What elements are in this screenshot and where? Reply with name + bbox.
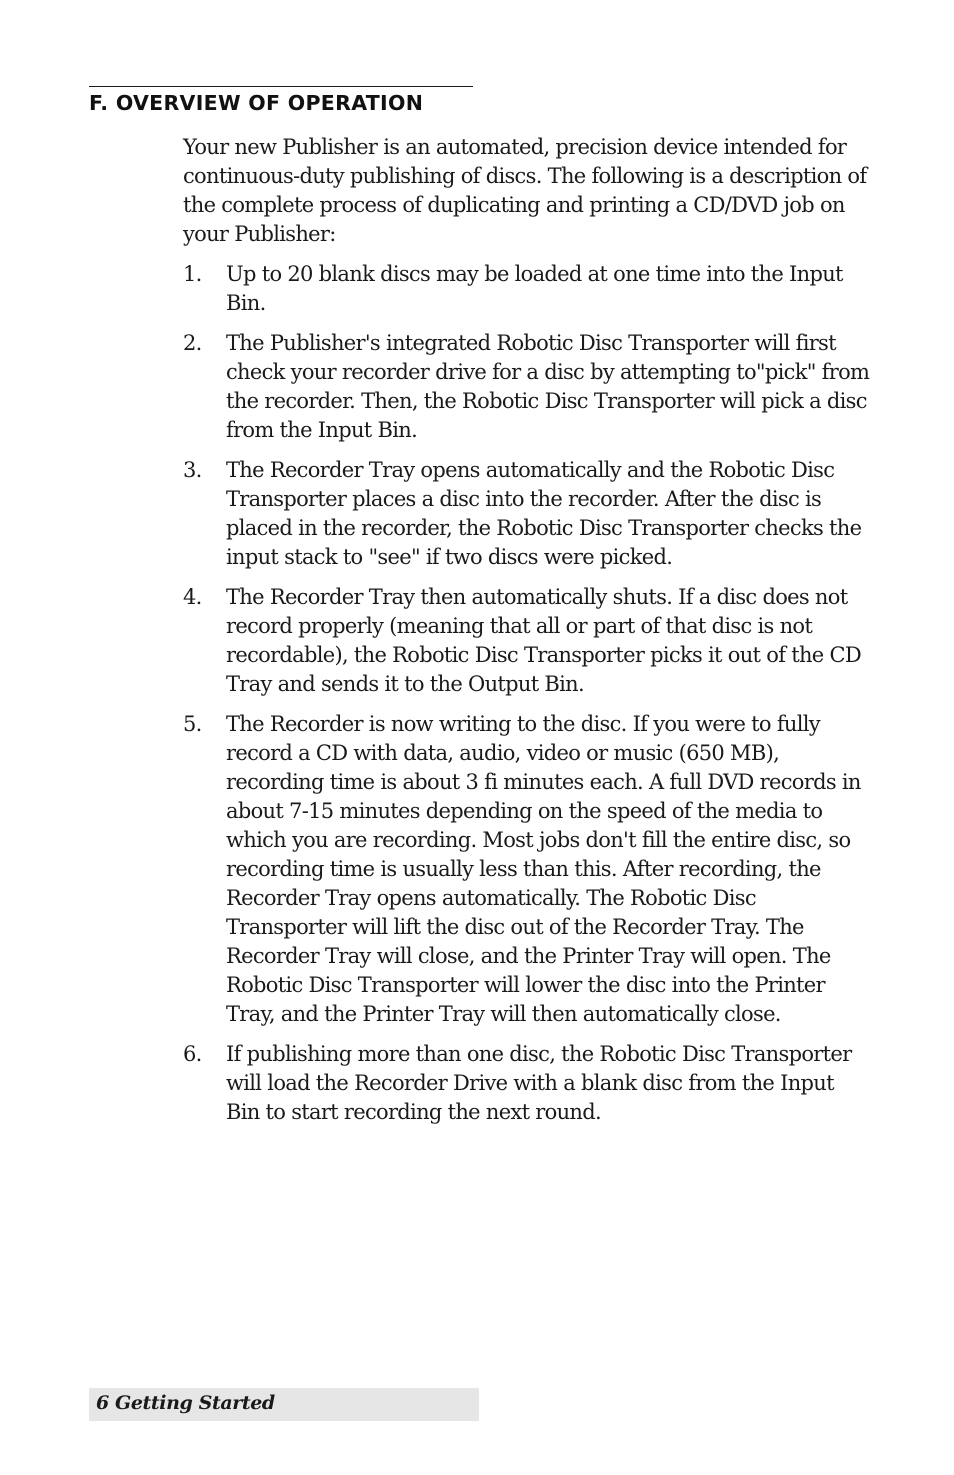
list-item (183, 260, 873, 318)
step-number: 6. (183, 1042, 202, 1066)
intro-paragraph: Your new Publisher is an automated, precision device intended for continuous-duty publishing of discs. The following is a description of the complete process of duplicating and printing a CD/DVD job on your Publisher: (183, 135, 867, 246)
step-text: Up to 20 blank discs may be loaded at one time into the Input Bin. (226, 262, 843, 315)
steps-list (183, 260, 873, 1127)
heading-rule (89, 86, 473, 87)
list-item (183, 329, 873, 445)
section-body (183, 133, 873, 1138)
step-number: 3. (183, 458, 202, 482)
page-footer: 6 Getting Started (96, 1392, 275, 1414)
list-item (183, 456, 873, 572)
list-item (183, 583, 873, 699)
step-number: 5. (183, 712, 202, 736)
step-text: If publishing more than one disc, the Robotic Disc Transporter will load the Recorder Drive with a blank disc from the Input Bin to start recording the next round. (226, 1042, 852, 1124)
list-item (183, 710, 873, 1029)
step-text: The Recorder Tray then automatically shuts. If a disc does not record properly (meaning that all or part of that disc is not recordable), the Robotic Disc Transporter picks it out of the CD Tray and sends it to the Output Bin. (226, 585, 862, 696)
step-text: The Recorder is now writing to the disc. If you were to fully record a CD with data, audio, video or music (650 MB), recording time is about 3 fi minutes each. A full DVD records in about 7-15 minutes depending on the speed of the media to which you are recording. Most jobs don't fill the entire disc, so recording time is usually less than this. After recording, the Recorder Tray opens automatically. The Robotic Disc Transporter will lift the disc out of the Recorder Tray. The Recorder Tray will close, and the Printer Tray will open. The Robotic Disc Transporter will lower the disc into the Printer Tray, and the Printer Tray will then automatically close. (226, 712, 861, 1026)
step-number: 1. (183, 262, 202, 286)
step-text: The Publisher's integrated Robotic Disc Transporter will first check your recorder drive for a disc by attempting to"pick" from the recorder. Then, the Robotic Disc Transporter will pick a disc from the Input Bin. (226, 331, 870, 442)
list-item (183, 1040, 873, 1127)
step-number: 2. (183, 331, 202, 355)
step-text: The Recorder Tray opens automatically and the Robotic Disc Transporter places a disc into the recorder. After the disc is placed in the recorder, the Robotic Disc Transporter checks the input stack to "see" if two discs were picked. (226, 458, 862, 569)
step-number: 4. (183, 585, 202, 609)
section-heading: F. OVERVIEW OF OPERATION (89, 91, 424, 115)
